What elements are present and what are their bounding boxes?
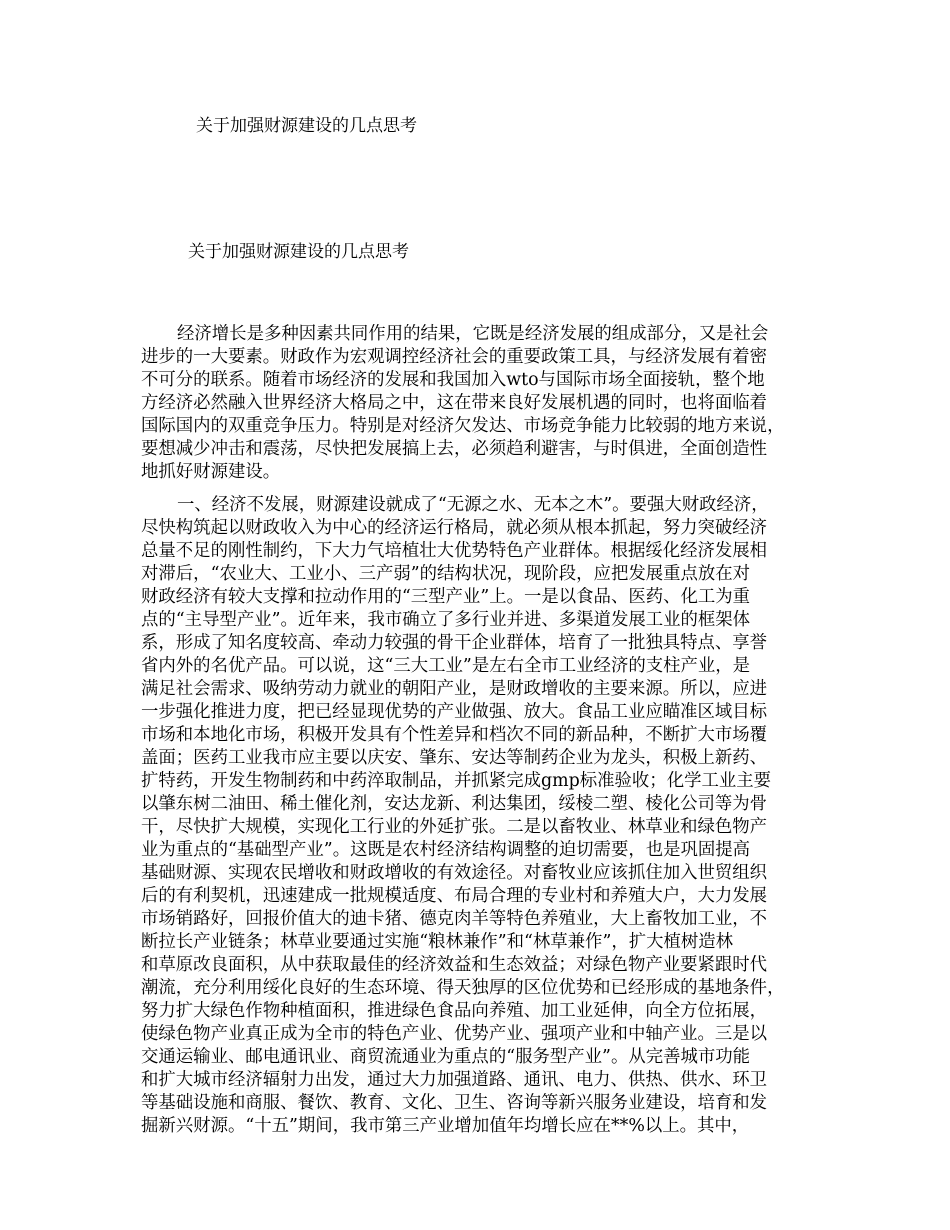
text-line: 总量不足的刚性制约，下大力气培植壮大优势特色产业群体。根据绥化经济发展相 [141, 541, 768, 561]
text-line: 省内外的名优产品。可以说，这“三大工业”是左右全市工业经济的支柱产业，是 [141, 656, 751, 676]
text-line: 断拉长产业链条；林草业要通过实施“粮林兼作”和“林草兼作”，扩大植树造林 [141, 932, 734, 952]
text-line: 市场和本地化市场，积极开发具有个性差异和档次不同的新品种，不断扩大市场覆 [141, 725, 768, 745]
text-line: 一步强化推进力度，把已经显现优势的产业做强、放大。食品工业应瞄准区域目标 [141, 702, 768, 722]
text-line: 地抓好财源建设。 [141, 462, 281, 482]
text-line: 业为重点的“基础型产业”。这既是农村经济结构调整的迫切需要，也是巩固提高 [141, 840, 751, 860]
text-line: 国际国内的双重竞争压力。特别是对经济欠发达、市场竞争能力比较弱的地方来说， [141, 416, 785, 436]
text-line: 干，尽快扩大规模，实现化工行业的外延扩张。二是以畜牧业、林草业和绿色物产 [141, 817, 768, 837]
text-line: 潮流，充分利用绥化良好的生态环境、得天独厚的区位优势和已经形成的基地条件， [141, 978, 785, 998]
text-line: 和扩大城市经济辐射力出发，通过大力加强道路、通讯、电力、供热、供水、环卫 [141, 1070, 768, 1090]
text-line: 财政经济有较大支撑和拉动作用的“三型产业”上。一是以食品、医药、化工为重 [141, 587, 751, 607]
text-line: 后的有利契机，迅速建成一批规模适度、布局合理的专业村和养殖大户，大力发展 [141, 886, 768, 906]
text-line: 以肇东树二油田、稀土催化剂，安达龙新、利达集团，绥棱二塑、棱化公司等为骨 [141, 794, 768, 814]
text-line: 满足社会需求、吸纳劳动力就业的朝阳产业，是财政增收的主要来源。所以，应进 [141, 679, 768, 699]
text-line: 要想减少冲击和震荡，尽快把发展搞上去，必须趋利避害，与时俱进，全面创造性 [141, 439, 768, 459]
text-line: 点的“主导型产业”。近年来，我市确立了多行业并进、多渠道发展工业的框架体 [141, 610, 751, 630]
text-line: 经济增长是多种因素共同作用的结果，它既是经济发展的组成部分，又是社会 [177, 324, 769, 344]
text-line: 交通运输业、邮电通讯业、商贸流通业为重点的“服务型产业”。从完善城市功能 [141, 1047, 751, 1067]
text-line: 基础财源、实现农民增收和财政增收的有效途径。对畜牧业应该抓住加入世贸组织 [141, 863, 768, 883]
text-line: 努力扩大绿色作物种植面积，推进绿色食品向养殖、加工业延伸，向全方位拓展， [141, 1001, 768, 1021]
text-line: 使绿色物产业真正成为全市的特色产业、优势产业、强项产业和中轴产业。三是以 [141, 1024, 768, 1044]
text-line: 方经济必然融入世界经济大格局之中，这在带来良好发展机遇的同时，也将面临着 [141, 393, 768, 413]
text-line: 不可分的联系。随着市场经济的发展和我国加入wto与国际市场全面接轨，整个地 [141, 370, 765, 390]
text-line: 盖面；医药工业我市应主要以庆安、肇东、安达等制药企业为龙头，积极上新药、 [141, 748, 768, 768]
text-line: 掘新兴财源。“十五”期间，我市第三产业增加值年均增长应在**%以上。其中， [141, 1116, 750, 1136]
text-line: 系，形成了知名度较高、牵动力较强的骨干企业群体，培育了一批独具特点、享誉 [141, 633, 768, 653]
header-title: 关于加强财源建设的几点思考 [196, 116, 417, 136]
text-line: 进步的一大要素。财政作为宏观调控经济社会的重要政策工具，与经济发展有着密 [141, 347, 768, 367]
text-line: 一、经济不发展，财源建设就成了“无源之水、无本之木”。要强大财政经济， [177, 495, 769, 515]
document-title: 关于加强财源建设的几点思考 [188, 242, 409, 262]
text-line: 等基础设施和商服、餐饮、教育、文化、卫生、咨询等新兴服务业建设，培育和发 [141, 1093, 768, 1113]
text-line: 尽快构筑起以财政收入为中心的经济运行格局，就必须从根本抓起，努力突破经济 [141, 518, 768, 538]
text-line: 市场销路好，回报价值大的迪卡猪、德克肉羊等特色养殖业，大上畜牧加工业，不 [141, 909, 768, 929]
paragraph-section-one [141, 494, 821, 1138]
text-line: 和草原改良面积，从中获取最佳的经济效益和生态效益；对绿色物产业要紧跟时代 [141, 955, 768, 975]
text-line: 扩特药，开发生物制药和中药淬取制品，并抓紧完成gmp标准验收；化学工业主要 [141, 771, 772, 791]
text-line: 对滞后，“农业大、工业小、三产弱”的结构状况，现阶段，应把发展重点放在对 [141, 564, 751, 584]
paragraph-intro [141, 323, 821, 484]
